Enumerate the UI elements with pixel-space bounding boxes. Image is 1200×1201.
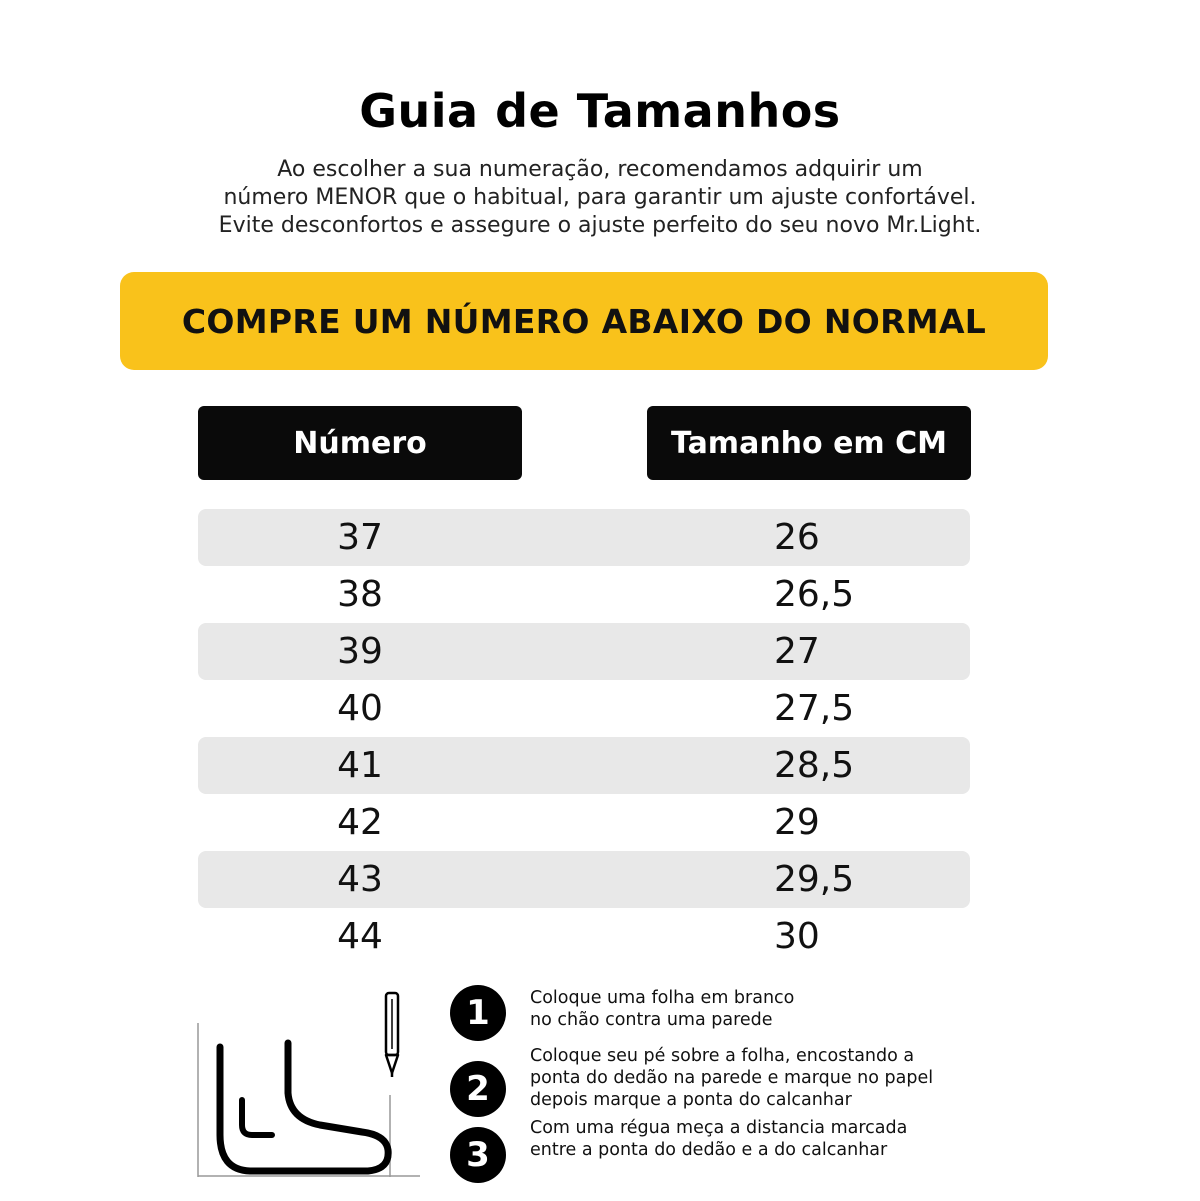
step-number-badge: 1	[450, 985, 506, 1041]
size-cm: 26	[774, 517, 820, 558]
subtitle-line: Evite desconfortos e assegure o ajuste perfeito do seu novo Mr.Light.	[218, 213, 982, 238]
table-row	[198, 623, 970, 680]
step-text-line: ponta do dedão na parede e marque no papel	[530, 1068, 934, 1088]
step-text-line: Coloque uma folha em branco	[530, 988, 795, 1008]
step-text	[530, 987, 1010, 1031]
size-table	[198, 509, 970, 965]
size-number: 37	[337, 517, 383, 558]
step-text-line: Com uma régua meça a distancia marcada	[530, 1118, 908, 1138]
pencil-icon	[386, 993, 398, 1077]
size-cm: 26,5	[774, 574, 855, 615]
step-text-line: entre a ponta do dedão e a do calcanhar	[530, 1140, 888, 1160]
column-header-number: Número	[198, 406, 522, 480]
table-row	[198, 680, 970, 737]
column-header-size-cm: Tamanho em CM	[647, 406, 971, 480]
size-cm: 29,5	[774, 859, 855, 900]
step-number-badge: 2	[450, 1061, 506, 1117]
table-row	[198, 509, 970, 566]
size-number: 41	[337, 745, 383, 786]
step-2	[450, 1043, 1010, 1125]
table-row	[198, 794, 970, 851]
table-row	[198, 737, 970, 794]
size-cm: 28,5	[774, 745, 855, 786]
size-number: 38	[337, 574, 383, 615]
size-cm: 30	[774, 916, 820, 957]
size-cm: 27,5	[774, 688, 855, 729]
subtitle-line: número MENOR que o habitual, para garantir um ajuste confortável.	[223, 185, 977, 210]
foot-measure-icon	[190, 985, 430, 1185]
table-row	[198, 566, 970, 623]
size-number: 42	[337, 802, 383, 843]
subtitle-line: Ao escolher a sua numeração, recomendamos adquirir um	[277, 157, 923, 182]
page-title: Guia de Tamanhos	[359, 84, 841, 138]
size-cm: 29	[774, 802, 820, 843]
table-row	[198, 851, 970, 908]
recommendation-banner: COMPRE UM NÚMERO ABAIXO DO NORMAL	[120, 272, 1048, 370]
size-number: 40	[337, 688, 383, 729]
step-3	[450, 1115, 1010, 1179]
size-number: 39	[337, 631, 383, 672]
step-text-line: Coloque seu pé sobre a folha, encostando a	[530, 1046, 915, 1066]
measurement-steps	[450, 985, 1010, 1201]
size-number: 44	[337, 916, 383, 957]
step-text	[530, 1117, 1010, 1161]
size-number: 43	[337, 859, 383, 900]
table-row	[198, 908, 970, 965]
size-cm: 27	[774, 631, 820, 672]
step-number-badge: 3	[450, 1127, 506, 1183]
subtitle	[120, 156, 1080, 240]
step-text-line: no chão contra uma parede	[530, 1010, 773, 1030]
step-text-line: depois marque a ponta do calcanhar	[530, 1090, 852, 1110]
step-text	[530, 1045, 1010, 1111]
